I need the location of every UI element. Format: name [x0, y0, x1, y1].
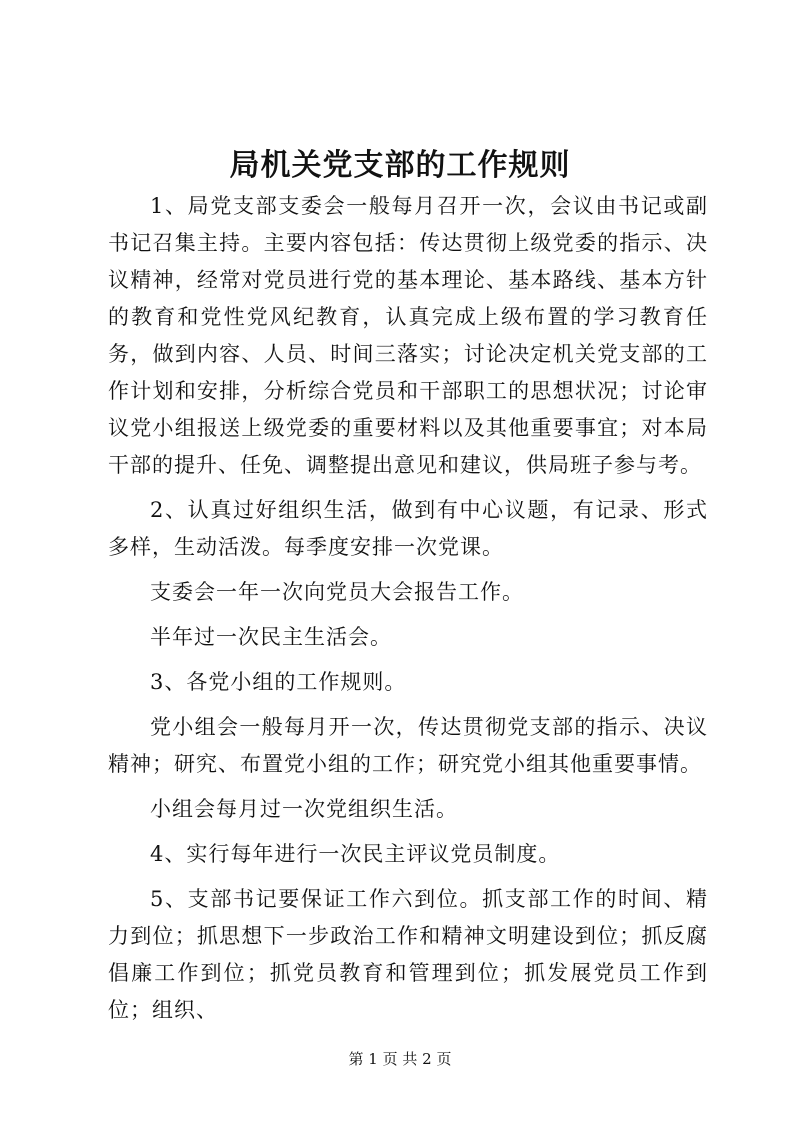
paragraph-5: 3、各党小组的工作规则。: [150, 670, 407, 694]
paragraph-2: 2、认真过好组织生活，做到有中心议题，有记录、形式多样，生动活泼。每季度安排一次党课。: [108, 498, 708, 559]
paragraph-9: 5、支部书记要保证工作六到位。抓支部工作的时间、精力到位；抓思想下一步政治工作和精神文明建设到位；抓反腐倡廉工作到位；抓党员教育和管理到位；抓发展党员工作到位；组织、: [108, 887, 708, 1022]
paragraph-8: 4、实行每年进行一次民主评议党员制度。: [150, 842, 561, 866]
paragraph-3: 支委会一年一次向党员大会报告工作。: [150, 580, 524, 604]
document-body: [108, 188, 708, 1037]
page-footer: 第 1 页 共 2 页: [348, 1050, 452, 1068]
paragraph-7: 小组会每月过一次党组织生活。: [150, 797, 458, 821]
paragraph-4: 半年过一次民主生活会。: [150, 625, 392, 649]
paragraph-6: 党小组会一般每月开一次，传达贯彻党支部的指示、决议精神；研究、布置党小组的工作；研究党小组其他重要事情。: [108, 715, 708, 776]
document-title: 局机关党支部的工作规则: [229, 148, 571, 183]
paragraph-1: 1、局党支部支委会一般每月召开一次，会议由书记或副书记召集主持。主要内容包括：传达贯彻上级党委的指示、决议精神，经常对党员进行党的基本理论、基本路线、基本方针的教育和党性党风纪教育，认真完成上级布置的学习教育任务，做到内容、人员、时间三落实；讨论决定机关党支部的工作计划和安排，分析综合党员和干部职工的思想状况；讨论审议党小组报送上级党委的重要材料以及其他重要事宜；对本局干部的提升、任免、调整提出意见和建议，供局班子参与考。: [108, 194, 708, 477]
